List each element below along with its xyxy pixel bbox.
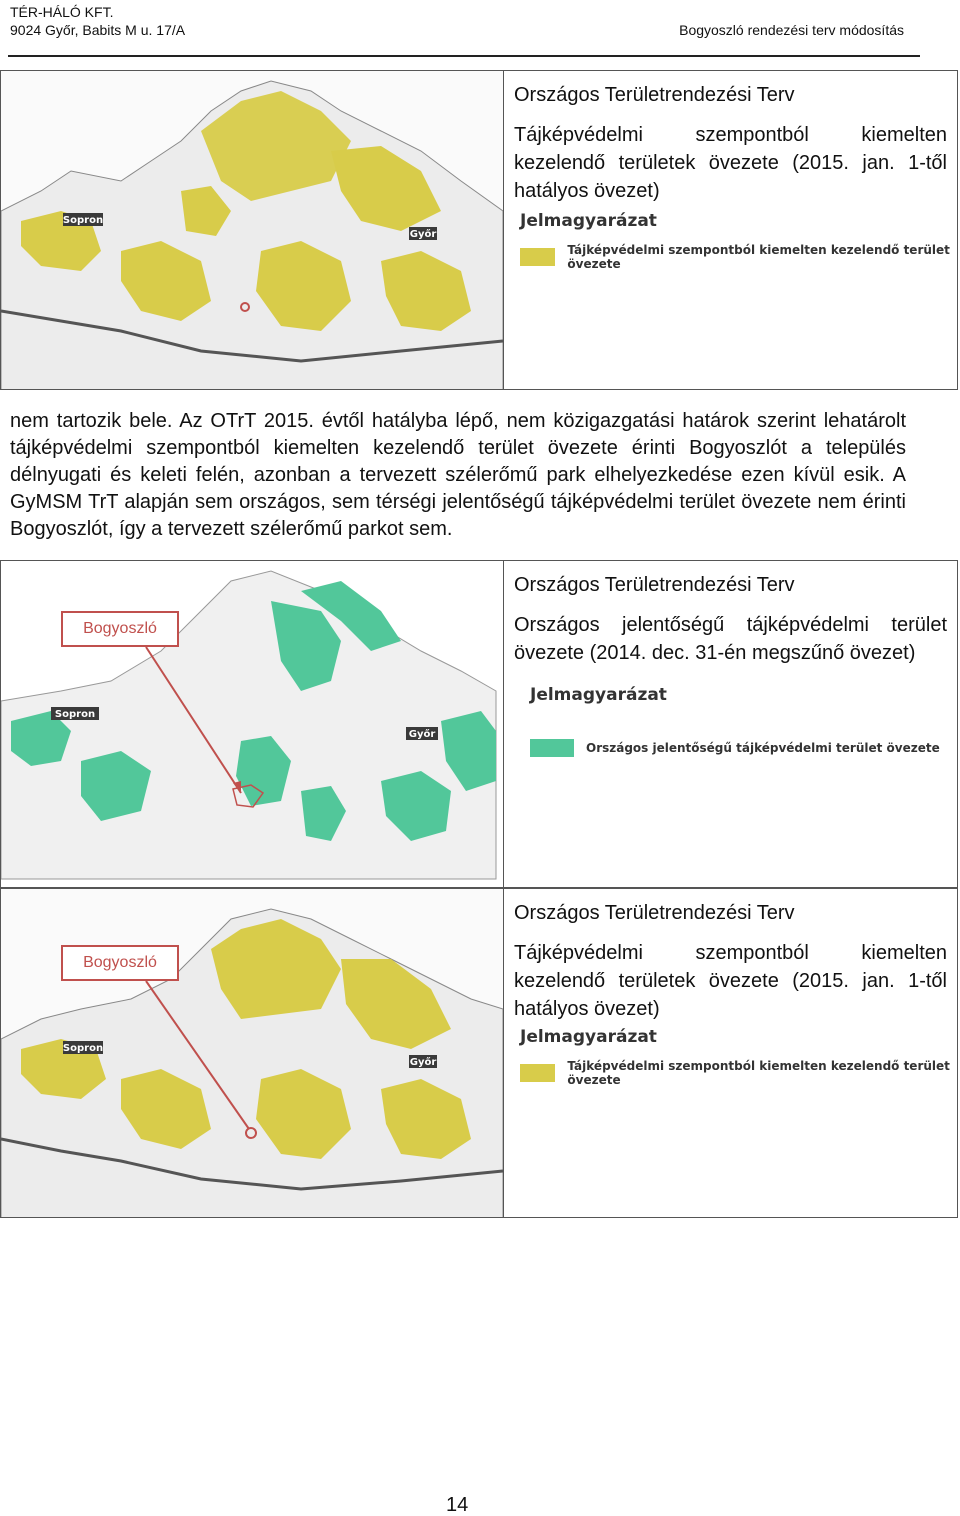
header-rule: [8, 55, 920, 57]
legend-title: Jelmagyarázat: [520, 1027, 657, 1047]
page-number: 14: [446, 1494, 469, 1516]
map-graphic-2: [1, 561, 503, 887]
company-address: 9024 Győr, Babits M u. 17/A: [10, 22, 186, 38]
panel-divider: [503, 71, 504, 389]
company-name: TÉR-HÁLÓ KFT.: [10, 4, 114, 20]
map-label-gyor: Győr: [409, 1057, 437, 1068]
body-paragraph: nem tartozik bele. Az OTrT 2015. évtől hatályba lépő, nem közigazgatási határok szerint lehatárolt tájképvédelmi szempontból kiemelten kezelendő terület övezete érinti Bogyoszlót a település délnyugati és keleti felén, azonban a tervezett szélerőmű park elhelyezkedése ezen kívül esik. A GyMSM TrT alapján sem országos, sem térségi jelentőségű tájképvédelmi terület övezete nem érinti Bogyoszlót, így a tervezett szélerőmű parkot sem.: [10, 410, 906, 540]
legend-swatch: [530, 739, 574, 757]
map-image-1: [1, 71, 503, 389]
header-left: [10, 3, 185, 39]
panel-title: Országos Területrendezési Terv: [514, 902, 795, 924]
map-graphic-1: [1, 71, 503, 389]
panel-divider: [503, 889, 504, 1217]
panel-subtitle: Országos jelentőségű tájképvédelmi terület övezete (2014. dec. 31-én megszűnő övezet): [514, 614, 947, 664]
map-panel-1: [0, 70, 958, 390]
panel-text-3: [514, 889, 947, 1023]
legend-label: Országos jelentőségű tájképvédelmi terület övezete: [586, 741, 940, 755]
map-panel-3: [0, 888, 958, 1218]
panel-subtitle: Tájképvédelmi szempontból kiemelten kezelendő területek övezete (2015. jan. 1-től hatályos övezet): [514, 124, 947, 202]
legend-row: [520, 1059, 957, 1087]
map-label-gyor: Győr: [409, 229, 437, 240]
panel-divider: [503, 561, 504, 887]
map-image-3: [1, 889, 503, 1217]
map-panel-2: [0, 560, 958, 888]
map-graphic-3: [1, 889, 503, 1217]
legend-title: Jelmagyarázat: [520, 211, 657, 231]
legend-swatch: [520, 248, 555, 266]
map-label-sopron: Sopron: [54, 709, 96, 720]
map-label-gyor: Győr: [408, 729, 436, 740]
panel-subtitle: Tájképvédelmi szempontból kiemelten kezelendő területek övezete (2015. jan. 1-től hatályos övezet): [514, 942, 947, 1020]
legend-label: Tájképvédelmi szempontból kiemelten kezelendő terület övezete: [567, 243, 950, 271]
map-image-2: [1, 561, 503, 887]
map-label-sopron: Sopron: [62, 1043, 104, 1054]
map-label-sopron: Sopron: [62, 215, 104, 226]
panel-title: Országos Területrendezési Terv: [514, 574, 795, 596]
legend-swatch: [520, 1064, 555, 1082]
panel-title: Országos Területrendezési Terv: [514, 84, 795, 106]
bogyoszlo-callout-box: Bogyoszló: [61, 611, 179, 647]
legend-row: [530, 739, 940, 757]
legend-label: Tájképvédelmi szempontból kiemelten kezelendő terület övezete: [567, 1059, 950, 1087]
document-title: Bogyoszló rendezési terv módosítás: [679, 22, 904, 38]
panel-text-1: [514, 71, 947, 205]
panel-text-2: [514, 561, 947, 667]
legend-title: Jelmagyarázat: [530, 685, 667, 705]
legend-row: [520, 243, 957, 271]
bogyoszlo-callout-box: Bogyoszló: [61, 945, 179, 981]
